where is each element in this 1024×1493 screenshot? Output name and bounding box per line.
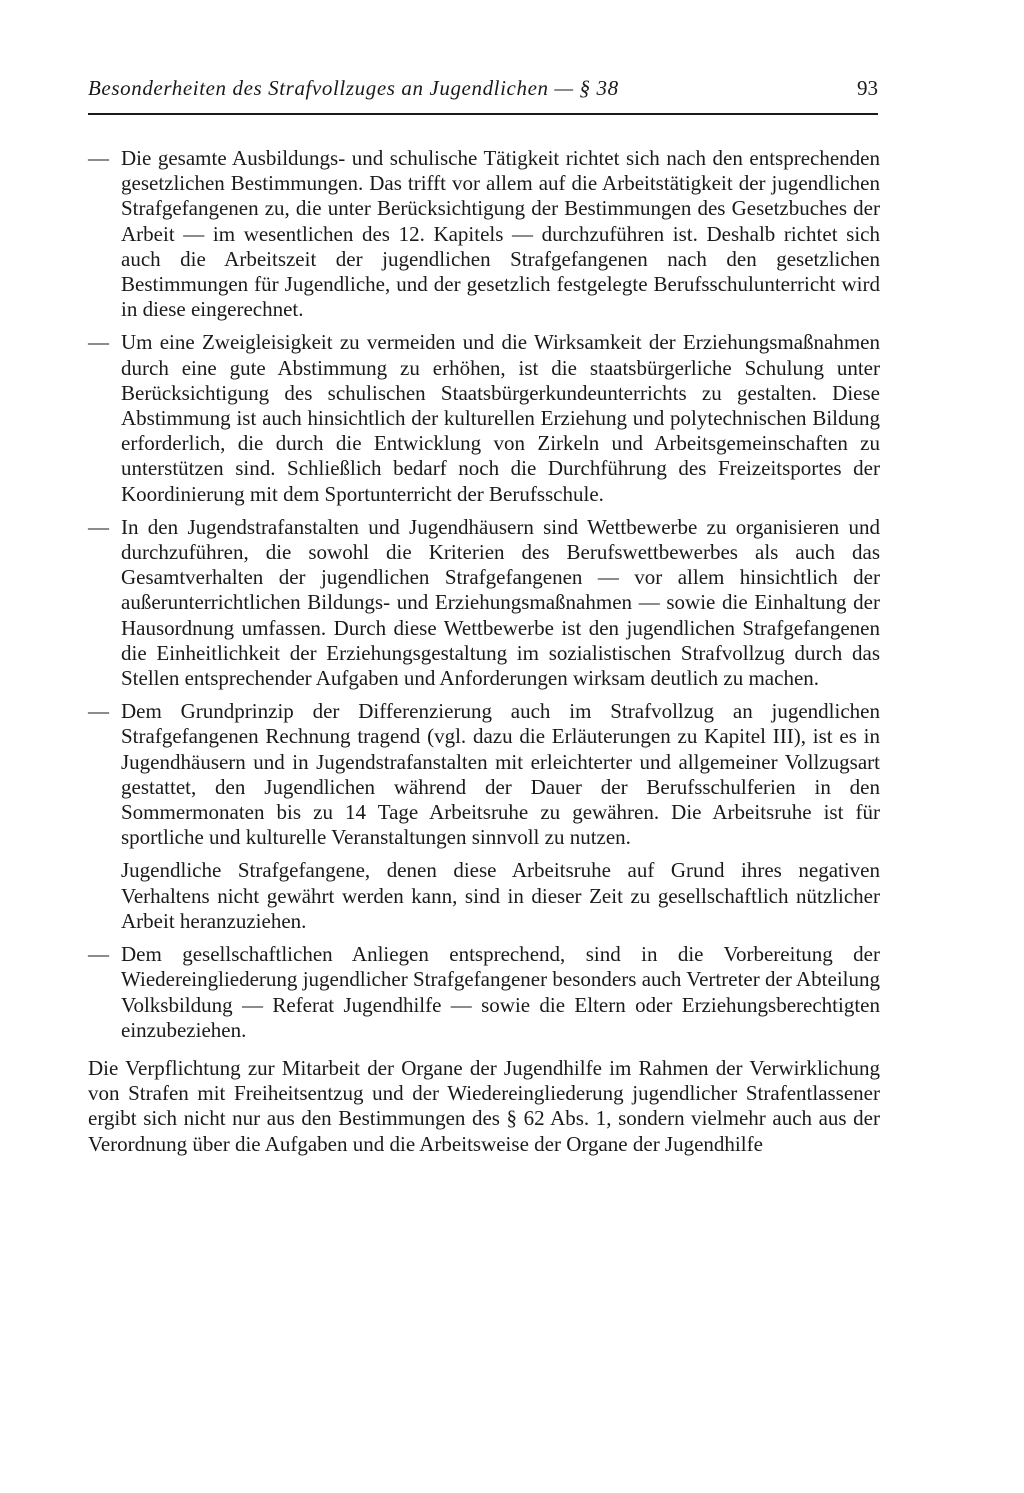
running-title: Besonderheiten des Strafvollzuges an Jugendlichen — § 38	[88, 76, 619, 100]
list-item	[88, 515, 880, 691]
list-dash: —	[88, 699, 109, 724]
list-item-text: Dem gesellschaftlichen Anliegen entsprechend, sind in die Vorbereitung der Wiedereingliederung jugendlicher Strafgefangener besonders auch Vertreter der Abteilung Volksbildung — Referat Jugendhilfe — sowie die Eltern oder Erziehungsberechtigten einzubeziehen.	[121, 942, 880, 1042]
list-dash: —	[88, 942, 109, 967]
running-head	[88, 72, 878, 108]
list-item	[88, 942, 880, 1043]
closing-paragraph: Die Verpflichtung zur Mitarbeit der Organe der Jugendhilfe im Rahmen der Verwirklichung von Strafen mit Freiheitsentzug und der Wiedereingliederung jugendlicher Strafentlassener ergibt sich nicht nur aus den Bestimmungen des § 62 Abs. 1, sondern vielmehr auch aus der Verordnung über die Aufgaben und die Arbeitsweise der Organe der Jugendhilfe	[88, 1055, 880, 1156]
list-item	[88, 330, 880, 506]
list-item	[88, 699, 880, 934]
list-item	[88, 146, 880, 322]
body-text	[88, 146, 880, 1157]
list-dash: —	[88, 514, 109, 539]
list-item-text: Dem Grundprinzip der Differenzierung auch im Strafvollzug an jugendlichen Strafgefangenen Rechnung tragend (vgl. dazu die Erläuterungen zu Kapitel III), ist es in Jugendhäusern und in Jugendstrafanstalten mit erleichterter und allgemeiner Vollzugsart gestattet, den Jugendlichen während der Dauer der Berufsschulferien in den Sommermonaten bis zu 14 Tage Arbeitsruhe zu gewähren. Die Arbeitsruhe ist für sportliche und kulturelle Veranstaltungen sinnvoll zu nutzen.	[121, 699, 880, 850]
header-rule	[88, 113, 878, 115]
list-item-text: Die gesamte Ausbildungs- und schulische Tätigkeit richtet sich nach den entsprechenden gesetzlichen Bestimmungen. Das trifft vor allem auf die Arbeitstätigkeit der jugendlichen Strafgefangenen zu, die unter Berücksichtigung der Bestimmungen des Gesetzbuches der Arbeit — im wesentlichen des 12. Kapitels — durchzuführen ist. Deshalb richtet sich auch die Arbeitszeit der jugendlichen Strafgefangenen nach den gesetzlichen Bestimmungen für Jugendliche, und der gesetzlich festgelegte Berufsschulunterricht wird in diese eingerechnet.	[121, 146, 880, 322]
page-number: 93	[857, 76, 878, 100]
list-item-text: In den Jugendstrafanstalten und Jugendhäusern sind Wettbewerbe zu organisieren und durchzuführen, die sowohl die Kriterien des Berufswettbewerbes als auch das Gesamtverhalten der jugendlichen Strafgefangenen — vor allem hinsichtlich der außerunterrichtlichen Bildungs- und Erziehungsmaßnahmen — sowie die Einhaltung der Hausordnung umfassen. Durch diese Wettbewerbe ist den jugendlichen Strafgefangenen die Einheitlichkeit der Erziehungsgestaltung im sozialistischen Strafvollzug durch das Stellen entsprechender Aufgaben und Anforderungen wirksam deutlich zu machen.	[121, 514, 880, 691]
list-item-text: Um eine Zweigleisigkeit zu vermeiden und die Wirksamkeit der Erziehungsmaßnahmen durch eine gute Abstimmung zu erhöhen, ist die staatsbürgerliche Schulung unter Berücksichtigung des schulischen Staatsbürgerkundeunterrichts zu gestalten. Diese Abstimmung ist auch hinsichtlich der kulturellen Erziehung und polytechnischen Bildung erforderlich, die durch die Entwicklung von Zirkeln und Arbeitsgemeinschaften zu unterstützen sind. Schließlich bedarf noch die Durchführung des Freizeitsportes der Koordinierung mit dem Sportunterricht der Berufsschule.	[121, 330, 880, 506]
list-item-continuation: Jugendliche Strafgefangene, denen diese Arbeitsruhe auf Grund ihres negativen Verhaltens nicht gewährt werden kann, sind in dieser Zeit zu gesellschaftlich nützlicher Arbeit heranzuziehen.	[121, 858, 880, 933]
list-dash: —	[88, 330, 109, 355]
list-dash: —	[88, 146, 109, 170]
